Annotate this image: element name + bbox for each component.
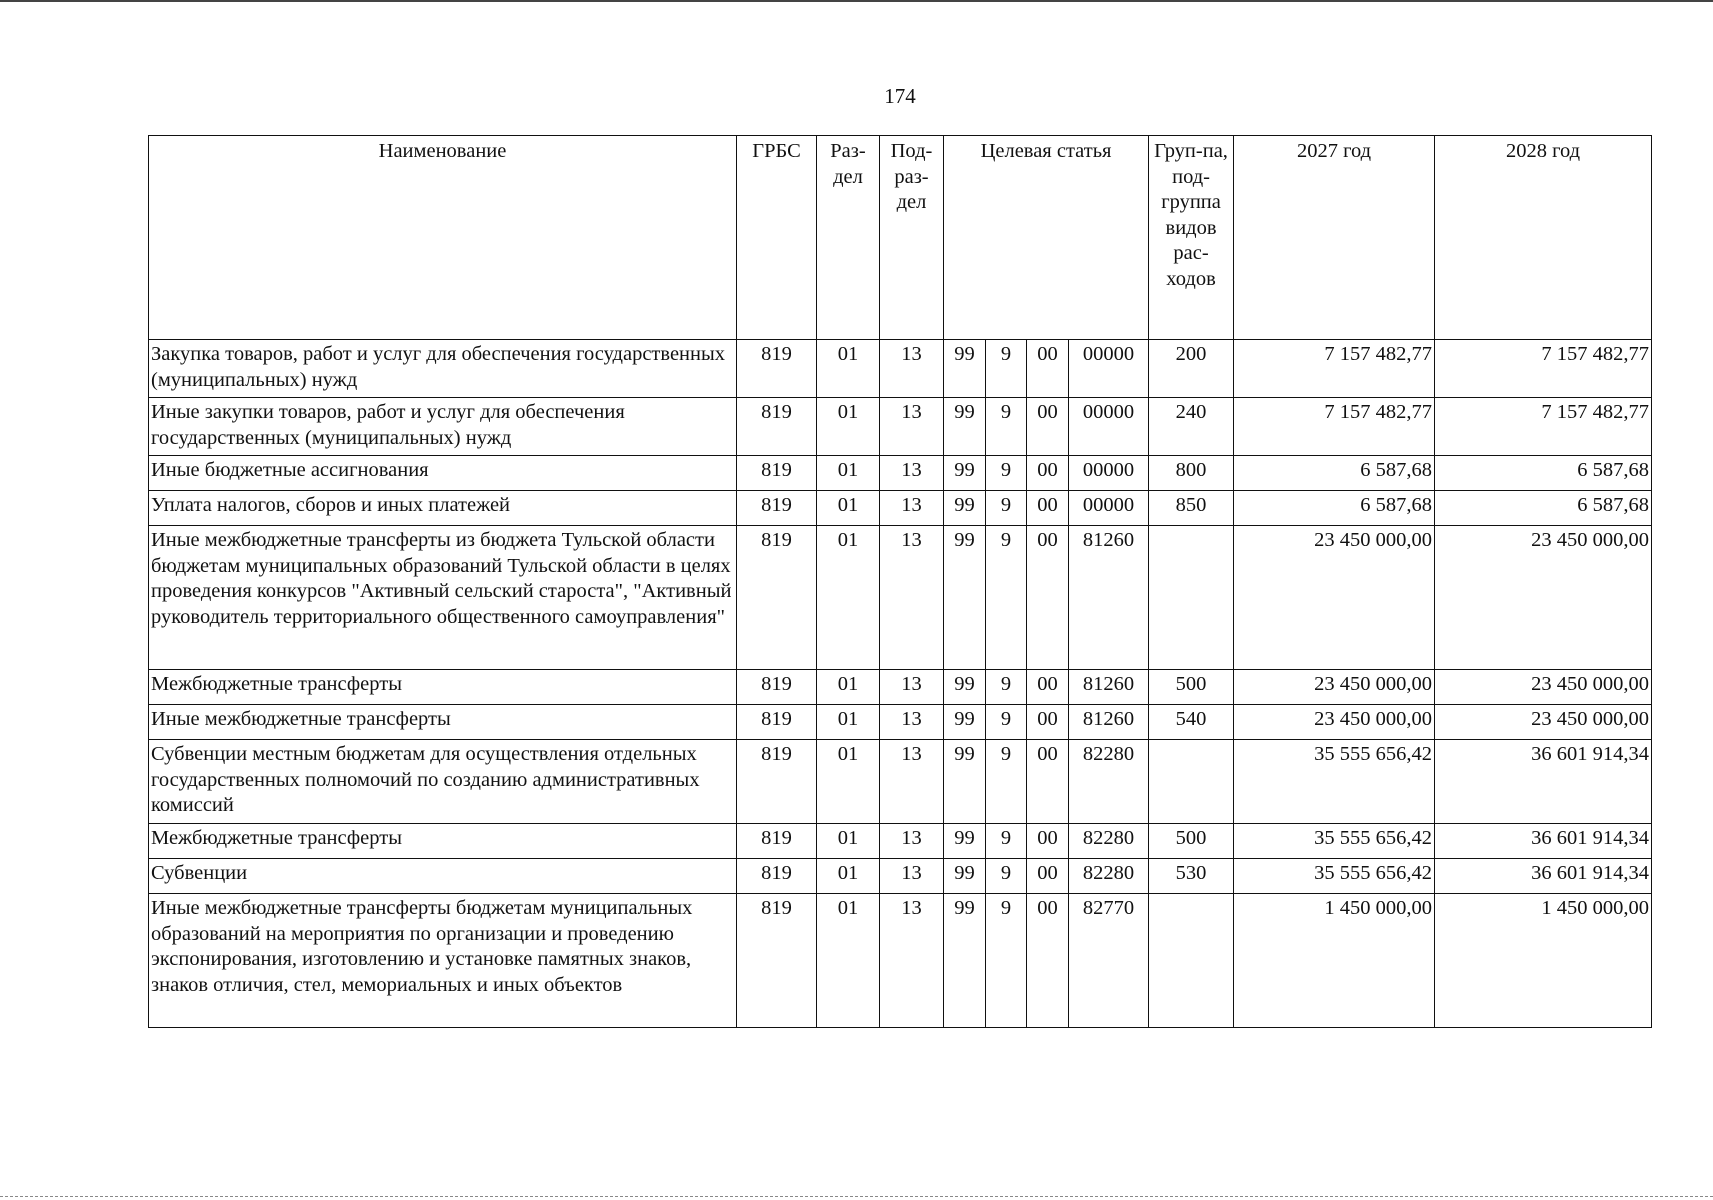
row-amount-2027: 7 157 482,77 xyxy=(1234,398,1435,456)
row-target-program: 99 xyxy=(944,859,986,894)
budget-table xyxy=(148,135,1652,1028)
row-grbs: 819 xyxy=(737,740,817,824)
row-target-code: 82280 xyxy=(1069,824,1149,859)
row-amount-2028: 1 450 000,00 xyxy=(1435,894,1652,1028)
row-amount-2028: 23 450 000,00 xyxy=(1435,705,1652,740)
row-target-code: 00000 xyxy=(1069,340,1149,398)
row-amount-2028: 6 587,68 xyxy=(1435,491,1652,526)
row-podrazdel: 13 xyxy=(880,526,944,670)
row-target-direction: 00 xyxy=(1027,859,1069,894)
row-podrazdel: 13 xyxy=(880,705,944,740)
row-target-code: 00000 xyxy=(1069,398,1149,456)
row-amount-2028: 36 601 914,34 xyxy=(1435,824,1652,859)
row-amount-2028: 6 587,68 xyxy=(1435,456,1652,491)
row-target-program: 99 xyxy=(944,526,986,670)
row-podrazdel: 13 xyxy=(880,340,944,398)
page-bottom-border xyxy=(0,1196,1713,1198)
row-podrazdel: 13 xyxy=(880,740,944,824)
row-podrazdel: 13 xyxy=(880,670,944,705)
row-target-direction: 00 xyxy=(1027,705,1069,740)
row-name: Субвенции xyxy=(149,859,737,894)
row-target-direction: 00 xyxy=(1027,340,1069,398)
table-row xyxy=(149,670,1652,705)
row-razdel: 01 xyxy=(817,740,880,824)
row-razdel: 01 xyxy=(817,859,880,894)
row-target-code: 00000 xyxy=(1069,491,1149,526)
row-target-program: 99 xyxy=(944,705,986,740)
row-target-code: 00000 xyxy=(1069,456,1149,491)
row-target-subprogram: 9 xyxy=(986,824,1027,859)
row-amount-2028: 36 601 914,34 xyxy=(1435,859,1652,894)
table-row xyxy=(149,824,1652,859)
row-name: Иные межбюджетные трансферты xyxy=(149,705,737,740)
row-target-program: 99 xyxy=(944,740,986,824)
table-row xyxy=(149,859,1652,894)
row-expense-group xyxy=(1149,894,1234,1028)
row-target-program: 99 xyxy=(944,456,986,491)
row-target-code: 81260 xyxy=(1069,705,1149,740)
row-target-subprogram: 9 xyxy=(986,670,1027,705)
row-target-code: 81260 xyxy=(1069,526,1149,670)
header-year-2027: 2027 год xyxy=(1234,136,1435,340)
row-amount-2028: 23 450 000,00 xyxy=(1435,526,1652,670)
row-target-program: 99 xyxy=(944,894,986,1028)
row-name: Субвенции местным бюджетам для осуществления отдельных государственных полномочий по созданию административных комиссий xyxy=(149,740,737,824)
row-grbs: 819 xyxy=(737,894,817,1028)
row-target-program: 99 xyxy=(944,398,986,456)
row-expense-group: 850 xyxy=(1149,491,1234,526)
header-grbs: ГРБС xyxy=(737,136,817,340)
header-podrazdel: Под-раз-дел xyxy=(880,136,944,340)
row-amount-2027: 6 587,68 xyxy=(1234,456,1435,491)
row-amount-2027: 23 450 000,00 xyxy=(1234,526,1435,670)
table-row xyxy=(149,526,1652,670)
row-expense-group: 540 xyxy=(1149,705,1234,740)
row-target-subprogram: 9 xyxy=(986,526,1027,670)
row-target-subprogram: 9 xyxy=(986,398,1027,456)
row-expense-group: 530 xyxy=(1149,859,1234,894)
row-podrazdel: 13 xyxy=(880,456,944,491)
row-podrazdel: 13 xyxy=(880,894,944,1028)
row-grbs: 819 xyxy=(737,491,817,526)
row-amount-2027: 1 450 000,00 xyxy=(1234,894,1435,1028)
row-target-direction: 00 xyxy=(1027,526,1069,670)
row-razdel: 01 xyxy=(817,456,880,491)
row-grbs: 819 xyxy=(737,526,817,670)
row-target-program: 99 xyxy=(944,824,986,859)
row-podrazdel: 13 xyxy=(880,398,944,456)
header-name: Наименование xyxy=(149,136,737,340)
row-razdel: 01 xyxy=(817,894,880,1028)
page-number: 174 xyxy=(884,84,916,108)
page-top-border xyxy=(0,0,1713,2)
row-expense-group: 200 xyxy=(1149,340,1234,398)
header-target-article: Целевая статья xyxy=(944,136,1149,340)
row-target-subprogram: 9 xyxy=(986,740,1027,824)
row-razdel: 01 xyxy=(817,526,880,670)
row-amount-2027: 35 555 656,42 xyxy=(1234,859,1435,894)
table-row xyxy=(149,456,1652,491)
row-target-code: 81260 xyxy=(1069,670,1149,705)
row-target-direction: 00 xyxy=(1027,456,1069,491)
row-amount-2027: 35 555 656,42 xyxy=(1234,740,1435,824)
row-expense-group: 800 xyxy=(1149,456,1234,491)
row-name: Закупка товаров, работ и услуг для обеспечения государственных (муниципальных) нужд xyxy=(149,340,737,398)
row-name: Иные межбюджетные трансферты бюджетам муниципальных образований на мероприятия по организации и проведению экспонирования, изготовлению и установке памятных знаков, знаков отличия, стел, мемориальных и иных объектов xyxy=(149,894,737,1028)
row-name: Межбюджетные трансферты xyxy=(149,670,737,705)
row-amount-2027: 6 587,68 xyxy=(1234,491,1435,526)
row-grbs: 819 xyxy=(737,824,817,859)
row-grbs: 819 xyxy=(737,398,817,456)
row-name: Иные закупки товаров, работ и услуг для обеспечения государственных (муниципальных) нужд xyxy=(149,398,737,456)
row-name: Межбюджетные трансферты xyxy=(149,824,737,859)
row-target-subprogram: 9 xyxy=(986,894,1027,1028)
row-target-program: 99 xyxy=(944,670,986,705)
row-expense-group xyxy=(1149,526,1234,670)
row-grbs: 819 xyxy=(737,670,817,705)
row-razdel: 01 xyxy=(817,491,880,526)
table-row xyxy=(149,705,1652,740)
row-amount-2028: 23 450 000,00 xyxy=(1435,670,1652,705)
row-grbs: 819 xyxy=(737,859,817,894)
row-target-subprogram: 9 xyxy=(986,340,1027,398)
row-target-subprogram: 9 xyxy=(986,859,1027,894)
row-name: Уплата налогов, сборов и иных платежей xyxy=(149,491,737,526)
row-amount-2028: 7 157 482,77 xyxy=(1435,398,1652,456)
row-target-code: 82280 xyxy=(1069,859,1149,894)
row-target-direction: 00 xyxy=(1027,894,1069,1028)
row-amount-2028: 7 157 482,77 xyxy=(1435,340,1652,398)
row-razdel: 01 xyxy=(817,705,880,740)
row-amount-2027: 23 450 000,00 xyxy=(1234,705,1435,740)
row-expense-group: 500 xyxy=(1149,670,1234,705)
row-target-direction: 00 xyxy=(1027,398,1069,456)
row-name: Иные бюджетные ассигнования xyxy=(149,456,737,491)
row-razdel: 01 xyxy=(817,398,880,456)
row-amount-2028: 36 601 914,34 xyxy=(1435,740,1652,824)
row-target-direction: 00 xyxy=(1027,740,1069,824)
row-target-subprogram: 9 xyxy=(986,456,1027,491)
row-expense-group: 240 xyxy=(1149,398,1234,456)
row-grbs: 819 xyxy=(737,705,817,740)
row-amount-2027: 7 157 482,77 xyxy=(1234,340,1435,398)
row-target-subprogram: 9 xyxy=(986,705,1027,740)
row-target-direction: 00 xyxy=(1027,491,1069,526)
row-expense-group xyxy=(1149,740,1234,824)
row-podrazdel: 13 xyxy=(880,824,944,859)
row-razdel: 01 xyxy=(817,340,880,398)
row-target-direction: 00 xyxy=(1027,824,1069,859)
table-row xyxy=(149,491,1652,526)
row-amount-2027: 35 555 656,42 xyxy=(1234,824,1435,859)
row-podrazdel: 13 xyxy=(880,859,944,894)
header-expense-group: Груп-па, под-группа видов рас-ходов xyxy=(1149,136,1234,340)
row-razdel: 01 xyxy=(817,824,880,859)
row-grbs: 819 xyxy=(737,340,817,398)
row-target-subprogram: 9 xyxy=(986,491,1027,526)
row-target-code: 82280 xyxy=(1069,740,1149,824)
table-row xyxy=(149,894,1652,1028)
header-razdel: Раз-дел xyxy=(817,136,880,340)
table-row xyxy=(149,740,1652,824)
row-target-code: 82770 xyxy=(1069,894,1149,1028)
header-year-2028: 2028 год xyxy=(1435,136,1652,340)
row-name: Иные межбюджетные трансферты из бюджета Тульской области бюджетам муниципальных образований Тульской области в целях проведения конкурсов "Активный сельский староста", "Активный руководитель территориального общественного самоуправления" xyxy=(149,526,737,670)
row-target-direction: 00 xyxy=(1027,670,1069,705)
row-expense-group: 500 xyxy=(1149,824,1234,859)
row-podrazdel: 13 xyxy=(880,491,944,526)
row-target-program: 99 xyxy=(944,340,986,398)
table-row xyxy=(149,340,1652,398)
table-header-row xyxy=(149,136,1652,340)
row-grbs: 819 xyxy=(737,456,817,491)
table-row xyxy=(149,398,1652,456)
row-amount-2027: 23 450 000,00 xyxy=(1234,670,1435,705)
row-razdel: 01 xyxy=(817,670,880,705)
row-target-program: 99 xyxy=(944,491,986,526)
